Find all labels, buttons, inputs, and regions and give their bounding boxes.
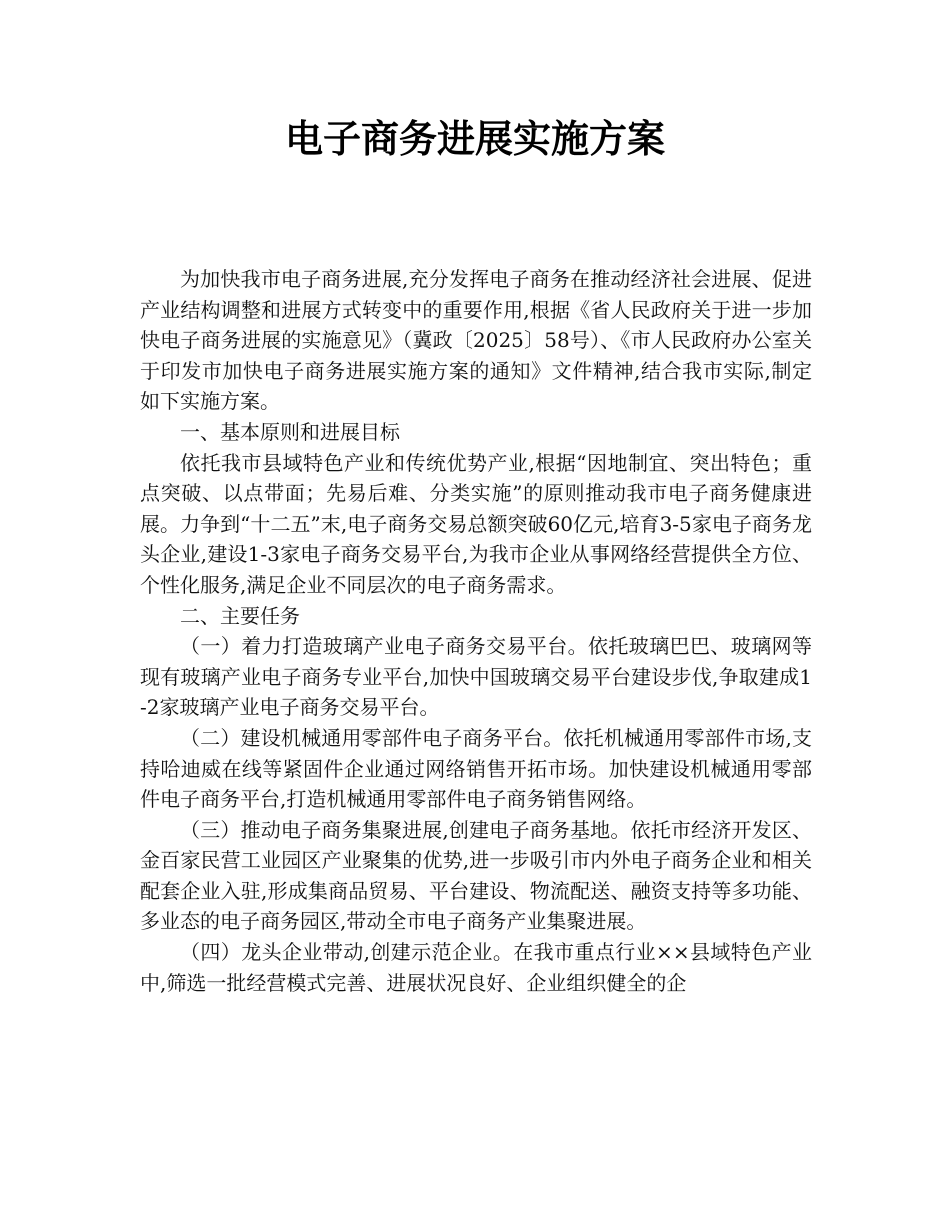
principles-paragraph: 依托我市县域特色产业和传统优势产业,根据“因地制宜、突出特色；重点突破、以点带面；先易后难、分类实施”的原则推动我市电子商务健康进展。力争到“十二五”末,电子商务交易总额突破60亿元,培育3-5家电子商务龙头企业,建设1-3家电子商务交易平台,为我市企业从事网络经营提供全方位、个性化服务,满足企业不同层次的电子商务需求。 [140,450,812,597]
section-heading-tasks: 二、主要任务 [180,603,300,628]
intro-paragraph: 为加快我市电子商务进展,充分发挥电子商务在推动经济社会进展、促进产业结构调整和进展方式转变中的重要作用,根据《省人民政府关于进一步加快电子商务进展的实施意见》（冀政〔2025〕58号）、《市人民政府办公室关于印发市加快电子商务进展实施方案的通知》文件精神,结合我市实际,制定如下实施方案。 [140,267,812,414]
task-paragraph-1: （一）着力打造玻璃产业电子商务交易平台。依托玻璃巴巴、玻璃网等现有玻璃产业电子商务专业平台,加快中国玻璃交易平台建设步伐,争取建成1-2家玻璃产业电子商务交易平台。 [140,634,812,720]
task-paragraph-3: （三）推动电子商务集聚进展,创建电子商务基地。依托市经济开发区、金百家民营工业园区产业聚集的优势,进一步吸引市内外电子商务企业和相关配套企业入驻,形成集商品贸易、平台建设、物流配送、融资支持等多功能、多业态的电子商务园区,带动全市电子商务产业集聚进展。 [140,817,812,934]
document-title: 电子商务进展实施方案 [284,117,665,161]
section-heading-principles: 一、基本原则和进展目标 [180,419,400,444]
task-paragraph-4: （四）龙头企业带动,创建示范企业。在我市重点行业××县域特色产业中,筛选一批经营模式完善、进展状况良好、企业组织健全的企 [140,940,812,995]
document-body [140,264,812,998]
task-paragraph-2: （二）建设机械通用零部件电子商务平台。依托机械通用零部件市场,支持哈迪威在线等紧固件企业通过网络销售开拓市场。加快建设机械通用零部件电子商务平台,打造机械通用零部件电子商务销售网络。 [140,725,812,812]
